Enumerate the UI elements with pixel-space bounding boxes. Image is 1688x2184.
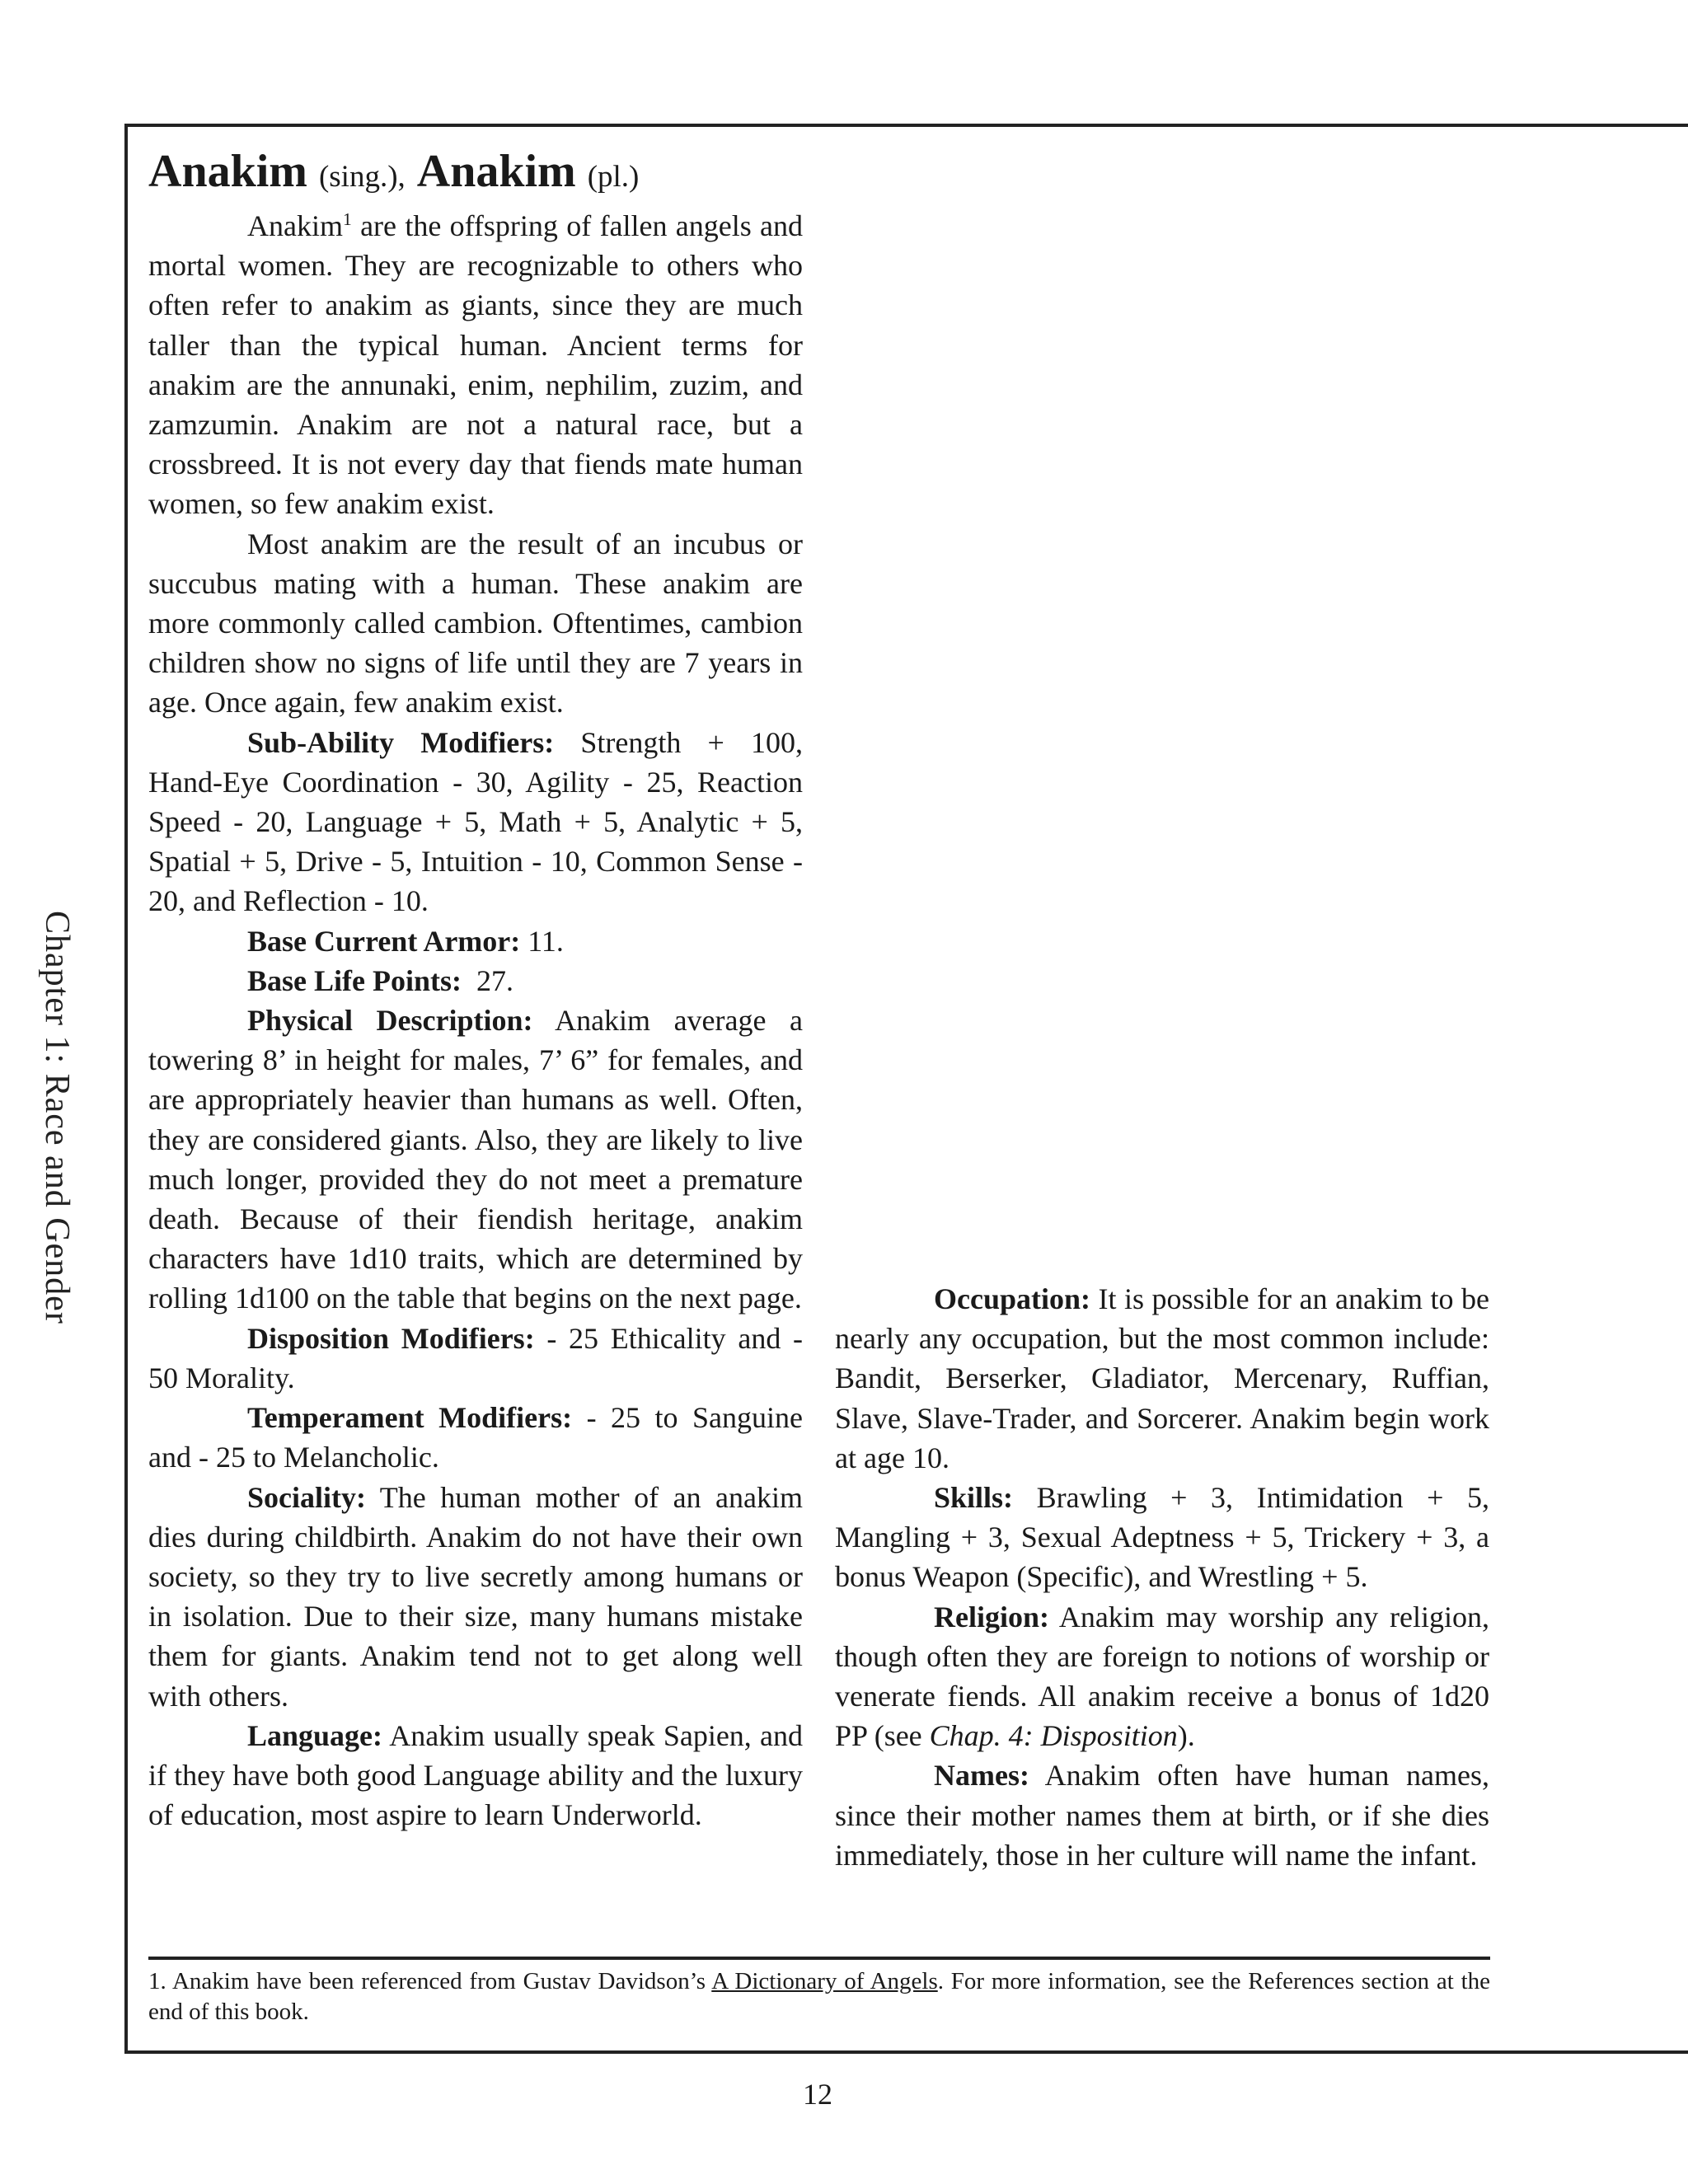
left-column — [148, 206, 803, 1835]
occupation-label: Occupation: — [934, 1282, 1091, 1315]
disposition-text: - 25 Ethicality and - 50 Morality. — [148, 1321, 803, 1394]
skills-paragraph — [835, 1478, 1489, 1597]
occupation-text: It is possible for an anakim to be nearly any occupation, but the most common include: Bandit, Berserker, Gladiator, Mercenary, Ruffian, Slave, Slave-Trader, and Sorcerer. Anakim begin work at age 10. — [835, 1282, 1489, 1474]
chapter-side-label: Chapter 1: Race and Gender — [38, 911, 76, 1324]
names-text: Anakim often have human names, since their mother names them at birth, or if she dies immediately, those in her culture will name the infant. — [835, 1759, 1489, 1872]
footnote-after: . For more information, see the References section at the end of this book. — [148, 1968, 1491, 2025]
temperament-paragraph — [148, 1398, 803, 1477]
names-label: Names: — [934, 1759, 1029, 1793]
armor-paragraph — [148, 921, 803, 961]
physical-text: Anakim average a towering 8’ in height for males, 7’ 6” for females, and are appropriately heavier than humans as well. Often, they are considered giants. Also, they are likely to live much longer, provided they do not meet a premature death. Because of their fiendish heritage, anakim characters have 1d10 traits, which are determined by rolling 1d100 on the table that begins on the next page. — [148, 1004, 803, 1315]
skills-label: Skills: — [934, 1481, 1014, 1515]
religion-label: Religion: — [934, 1600, 1049, 1633]
intro-body: are the offspring of fallen angels and mortal women. They are recognizable to others who often refer to anakim as giants, since they are much taller than the typical human. Ancient terms for anakim are the annunaki, enim, nephilim, zuzim, and zamzumin. Anakim are not a natural race, but a crossbreed. It is not every day that fiends mate human women, so few anakim exist. — [148, 209, 803, 521]
names-paragraph — [835, 1755, 1489, 1875]
sub-ability-text: Strength + 100, Hand-Eye Coordination - 30, Agility - 25, Reaction Speed - 20, Language + 5, Math + 5, Analytic + 5, Spatial + 5, Drive - 5, Intuition - 10, Common Sense - 20, and Reflection - 10. — [148, 725, 803, 918]
life-points-paragraph — [148, 961, 803, 1001]
armor-label: Base Current Armor: — [247, 924, 521, 958]
language-label: Language: — [247, 1718, 383, 1752]
armor-text: 11. — [520, 924, 564, 958]
life-points-label: Base Life Points: — [247, 963, 462, 997]
footnote-divider — [148, 1957, 1490, 1960]
language-text: Anakim usually speak Sapien, and if they have both good Language ability and the luxury of education, most aspire to learn Underworld. — [148, 1718, 803, 1832]
sub-ability-paragraph — [148, 723, 803, 921]
title-plural-tag: (pl.) — [587, 160, 640, 194]
occupation-paragraph — [835, 1279, 1489, 1478]
physical-paragraph — [148, 1001, 803, 1319]
religion-paragraph — [835, 1597, 1489, 1756]
religion-text: Anakim may worship any religion, though often they are foreign to notions of worship or venerate fiends. All anakim receive a bonus of 1d20 PP (see — [835, 1600, 1489, 1753]
footnote-ref: 1 — [342, 209, 352, 229]
disposition-paragraph — [148, 1319, 803, 1398]
temperament-label: Temperament Modifiers: — [247, 1401, 573, 1435]
sociality-label: Sociality: — [247, 1480, 366, 1514]
title-plural-name: Anakim — [416, 146, 576, 197]
skills-text: Brawling + 3, Intimidation + 5, Mangling + 3, Sexual Adeptness + 5, Trickery + 3, a bonus Weapon (Specific), and Wrestling + 5. — [835, 1481, 1489, 1594]
title-singular-name: Anakim — [148, 146, 307, 197]
intro-paragraph-1 — [148, 206, 803, 524]
footnote-before: 1. Anakim have been referenced from Gustav Davidson’s — [148, 1968, 712, 1994]
language-paragraph — [148, 1716, 803, 1835]
life-points-text: 27. — [461, 963, 513, 997]
physical-label: Physical Description: — [247, 1004, 533, 1038]
religion-chapter-reference: Chap. 4: Disposition — [929, 1719, 1178, 1753]
intro-paragraph-2: Most anakim are the result of an incubus or succubus mating with a human. These anakim are more commonly called cambion. Oftentimes, cambion children show no signs of life until they are 7 years in age. Once again, few anakim exist. — [148, 527, 803, 719]
entry-title — [148, 145, 639, 198]
disposition-label: Disposition Modifiers: — [247, 1321, 535, 1355]
sociality-paragraph — [148, 1478, 803, 1716]
sub-ability-label: Sub-Ability Modifiers: — [247, 725, 555, 759]
sociality-text: The human mother of an anakim dies during childbirth. Anakim do not have their own society, so they try to live secretly among humans or in isolation. Due to their size, many humans mistake them for giants. Anakim tend not to get along well with others. — [148, 1480, 803, 1713]
footnote-book-title: A Dictionary of Angels — [711, 1968, 938, 1994]
temperament-text: - 25 to Sanguine and - 25 to Melancholic. — [148, 1401, 803, 1474]
footnote — [148, 1966, 1490, 2027]
religion-end: ). — [1177, 1719, 1195, 1753]
right-column — [835, 1279, 1489, 1875]
page-number: 12 — [803, 2078, 832, 2111]
intro-lead-word: Anakim — [247, 209, 343, 242]
title-singular-tag: (sing.), — [318, 160, 406, 194]
